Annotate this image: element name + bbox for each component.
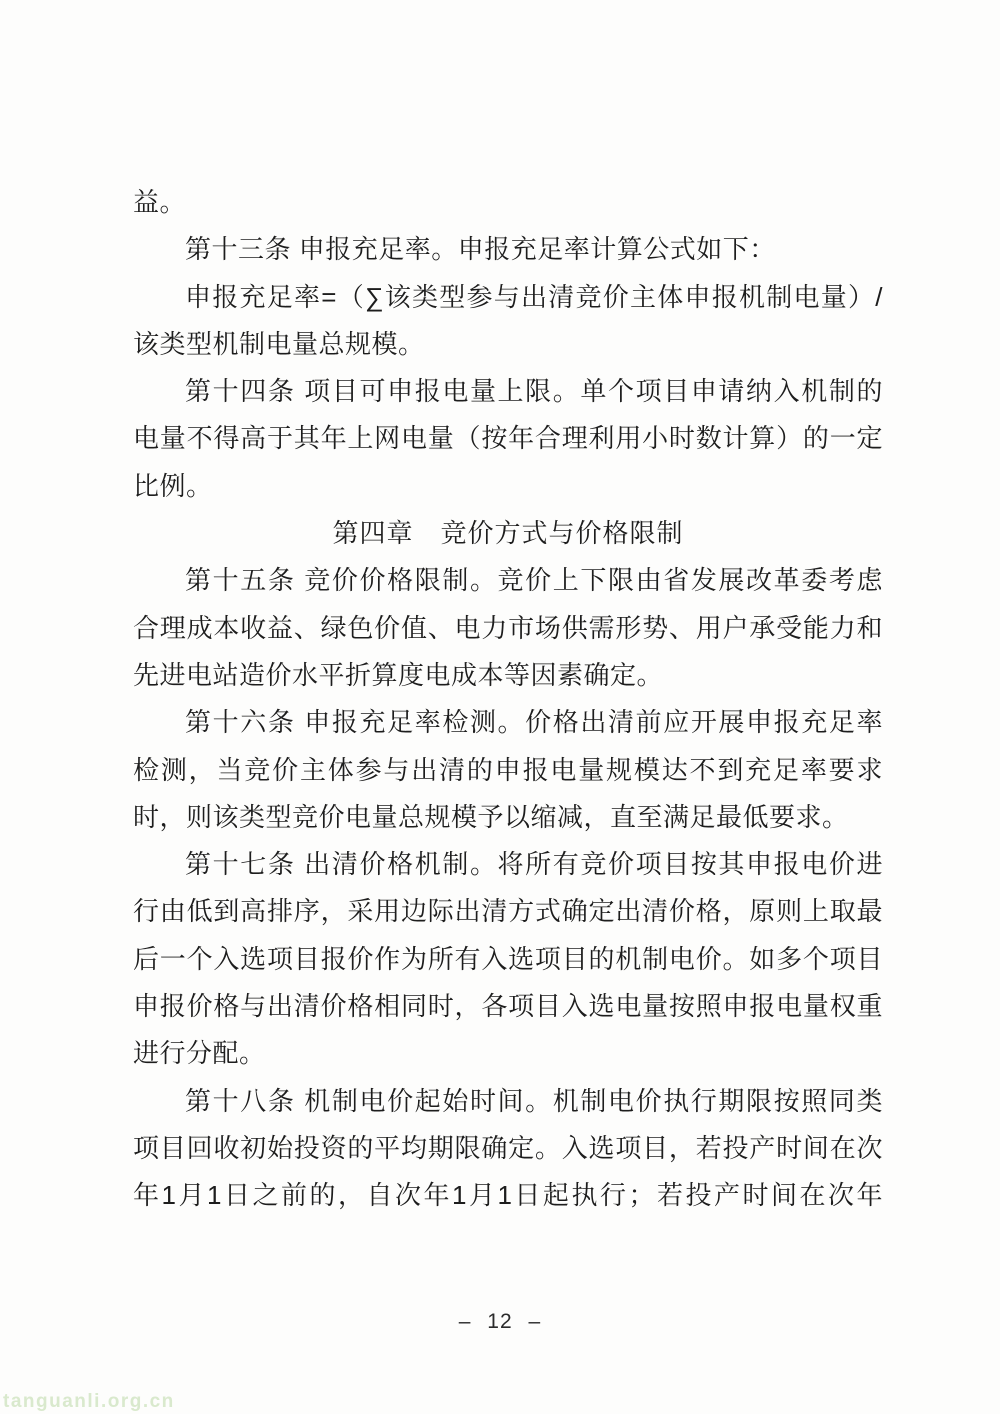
document-line: 第十六条 申报充足率检测。价格出清前应开展申报充足率 bbox=[185, 707, 883, 738]
document-line: 该类型机制电量总规模。 bbox=[133, 328, 425, 359]
document-line: 第十七条 出清价格机制。将所有竞价项目按其申报电价进 bbox=[185, 849, 883, 880]
document-line: 行由低到高排序，采用边际出清方式确定出清价格，原则上取最 bbox=[133, 896, 883, 927]
document-line: 进行分配。 bbox=[133, 1038, 266, 1069]
document-line: 检测，当竞价主体参与出清的申报电量规模达不到充足率要求 bbox=[133, 754, 883, 785]
document-line: 第十四条 项目可申报电量上限。单个项目申请纳入机制的 bbox=[185, 376, 883, 407]
page-number: – 12 – bbox=[458, 1310, 542, 1333]
document-line: 先进电站造价水平折算度电成本等因素确定。 bbox=[133, 659, 664, 690]
chapter-heading: 第四章 竞价方式与价格限制 bbox=[332, 518, 684, 549]
document-line: 申报价格与出清价格相同时，各项目入选电量按照申报电量权重 bbox=[133, 991, 883, 1022]
watermark-text: tanguanli.org.cn bbox=[3, 1391, 175, 1412]
document-line: 益。 bbox=[133, 187, 187, 217]
document-line: 比例。 bbox=[133, 470, 213, 501]
document-line: 时，则该类型竞价电量总规模予以缩减，直至满足最低要求。 bbox=[133, 801, 849, 832]
document-line: 后一个入选项目报价作为所有入选项目的机制电价。如多个项目 bbox=[133, 943, 883, 974]
document-line: 第十三条 申报充足率。申报充足率计算公式如下： bbox=[185, 234, 776, 265]
document-line: 申报充足率=（∑该类型参与出清竞价主体申报机制电量）/ bbox=[185, 281, 883, 312]
document-line: 合理成本收益、绿色价值、电力市场供需形势、用户承受能力和 bbox=[133, 612, 883, 643]
document-line: 年1月1日之前的，自次年1月1日起执行；若投产时间在次年 bbox=[133, 1180, 883, 1211]
document-body bbox=[133, 179, 883, 1220]
document-line: 第十五条 竞价价格限制。竞价上下限由省发展改革委考虑 bbox=[185, 565, 883, 596]
document-line: 第十八条 机制电价起始时间。机制电价执行期限按照同类 bbox=[185, 1085, 883, 1116]
document-line: 电量不得高于其年上网电量（按年合理利用小时数计算）的一定 bbox=[133, 423, 883, 454]
document-line: 项目回收初始投资的平均期限确定。入选项目，若投产时间在次 bbox=[133, 1132, 883, 1163]
